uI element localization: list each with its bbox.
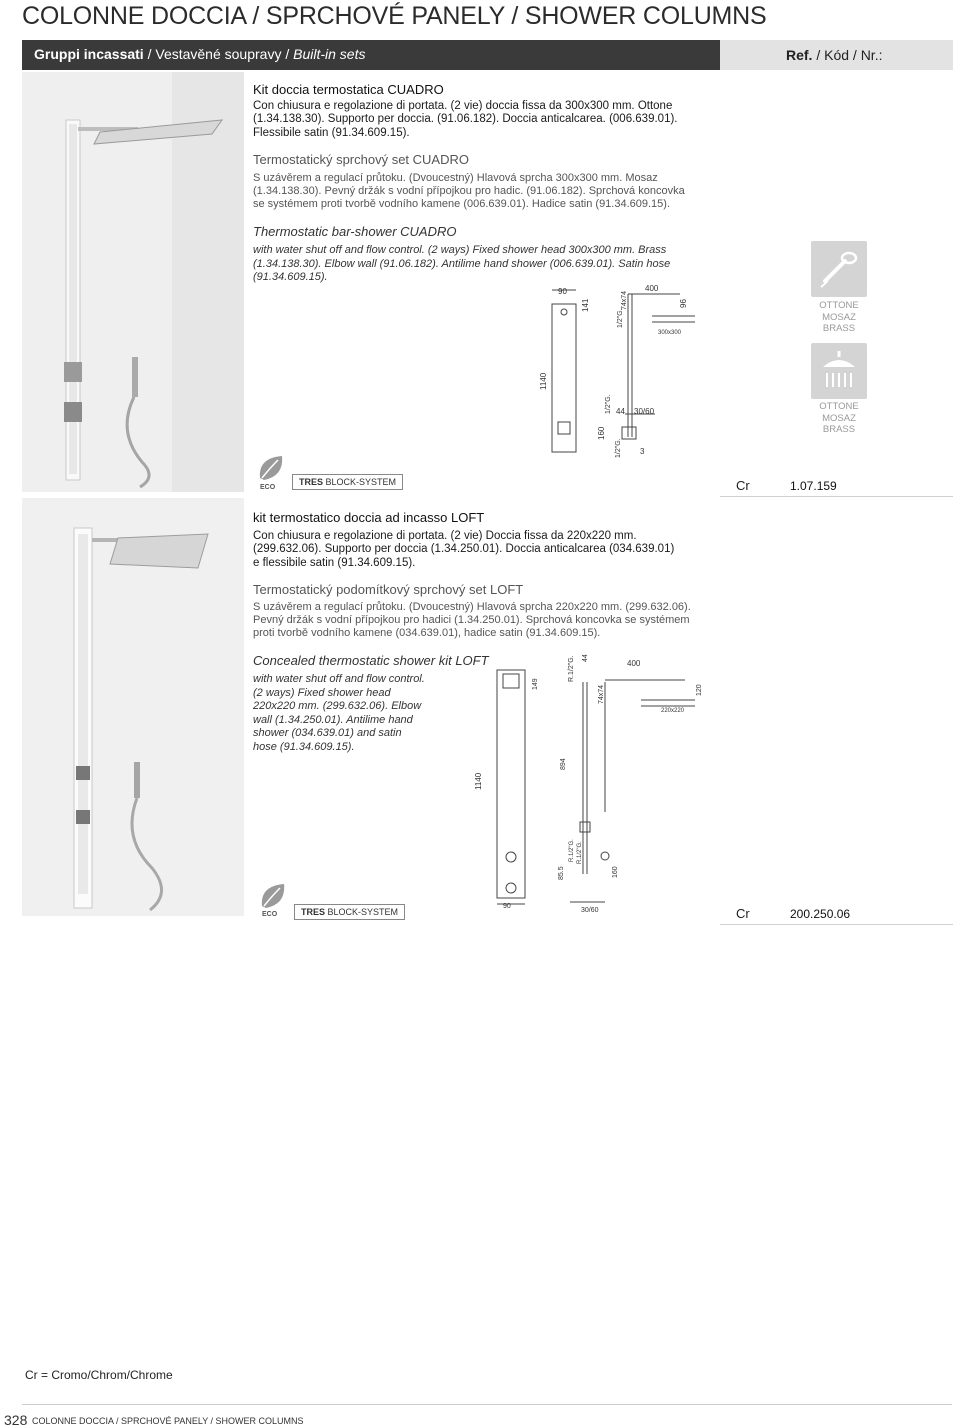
dim-2-3: 149 <box>532 678 539 690</box>
ref-label: Ref. <box>786 47 813 63</box>
page-number: 328 <box>4 1412 28 1428</box>
cuadro-column-illustration <box>22 72 244 492</box>
footer-section-title: COLONNE DOCCIA / SPRCHOVÉ PANELY / SHOWER COLUMNS <box>32 1416 304 1426</box>
dim-2-7: 1140 <box>474 772 483 790</box>
finish-code-cr-2: Cr <box>736 906 750 921</box>
product-1-desc-it: Con chiusura e regolazione di portata. (2 vie) doccia fissa da 300x300 mm. Ottone (1.34.138.30). Supporto per doccia. (91.06.182). Doccia anticalcarea. (006.639.01). Flessibile satin (91.34.609.15). <box>253 100 678 139</box>
dim-2-13: 90 <box>503 903 511 910</box>
dim-1-0: 90 <box>558 287 567 296</box>
dim-2-5: 120 <box>696 684 703 696</box>
tres-text-2: BLOCK-SYSTEM <box>325 907 399 917</box>
ref-label-rest: / Kód / Nr.: <box>812 47 883 63</box>
code-rule-1 <box>720 496 953 497</box>
finish-legend: Cr = Cromo/Chrom/Chrome <box>25 1368 173 1382</box>
category-en: Built-in sets <box>293 46 366 62</box>
tres-block-badge-1 <box>292 474 403 490</box>
finish-1-line1: OTTONE <box>819 300 859 311</box>
dim-1-11: 160 <box>597 426 606 440</box>
dim-2-1: 44 <box>582 654 589 662</box>
finish-1-line3: BRASS <box>822 323 856 334</box>
dim-1-4: 96 <box>679 299 688 308</box>
category-it: Gruppi incassati <box>34 46 144 62</box>
dim-2-9: R.1/2"G. <box>569 839 575 862</box>
loft-column-illustration <box>22 498 244 916</box>
dim-1-7: 1140 <box>539 372 548 390</box>
tres-text-1: BLOCK-SYSTEM <box>323 477 397 487</box>
loft-technical-drawing <box>455 652 710 914</box>
dim-1-13: 3 <box>640 447 645 456</box>
cuadro-technical-drawing <box>530 282 700 462</box>
dim-1-3: 74x74 <box>621 290 628 310</box>
dim-1-12: 1/2"G. <box>615 438 622 458</box>
dim-2-4: 74x74 <box>598 684 605 704</box>
finish-2-line1: OTTONE <box>819 401 859 412</box>
dim-1-1: 141 <box>581 298 590 312</box>
product-1-desc-en: with water shut off and flow control. (2 ways) Fixed shower head 300x300 mm. Brass (1.34.138.30). Elbow wall (91.06.182). Antilime hand shower (006.639.01). Satin hose (91.34.609.15). <box>253 244 671 284</box>
hand-shower-icon <box>811 241 867 297</box>
dim-2-11: 85.5 <box>558 866 565 880</box>
dim-1-8: 1/2"G. <box>605 394 612 414</box>
product-1-title-en: Thermostatic bar-shower CUADRO <box>253 224 457 239</box>
finish-swatch-1 <box>811 241 867 297</box>
finish-label-2 <box>794 401 884 436</box>
dim-1-6: 300x300 <box>658 330 682 336</box>
head-shower-icon <box>811 343 867 399</box>
footer-divider <box>22 1404 952 1405</box>
code-rule-2 <box>720 924 953 925</box>
product-2-title-it: kit termostatico doccia ad incasso LOFT <box>253 510 485 525</box>
dim-1-10: 30/60 <box>634 407 655 416</box>
dim-2-12: 160 <box>612 866 619 878</box>
dim-2-8: 894 <box>560 758 567 770</box>
product-code-1: 1.07.159 <box>790 479 837 493</box>
dim-2-14: 30/60 <box>581 907 599 914</box>
product-2-desc-it: Con chiusura e regolazione di portata. (2 vie) Doccia fissa da 220x220 mm. (299.632.06). Supporto per doccia (1.34.250.01). Doccia anticalcarea (034.639.01) e flessibile satin (91.34.609.15). <box>253 530 675 569</box>
finish-1-line2: MOSAZ <box>822 311 856 323</box>
product-2-title-en: Concealed thermostatic shower kit LOFT <box>253 653 489 668</box>
product-2-desc-en: with water shut off and flow control. (2 ways) Fixed shower head 220x220 mm. (299.632.06). Elbow wall (1.34.250.01). Antilime hand shower (034.639.01) and satin hose (91.34.609.15). <box>253 673 425 753</box>
eco-label-2: ECO <box>262 911 278 918</box>
tres-brand-2: TRES <box>301 907 326 917</box>
product-photo-cuadro <box>22 72 244 492</box>
finish-code-cr-1: Cr <box>736 478 750 493</box>
product-1-desc-cz: S uzávěrem a regulací průtoku. (Dvoucestný) Hlavová sprcha 300x300 mm. Mosaz (1.34.138.30). Pevný držák s vodní přípojkou pro hadic. (91.06.182). Sprchová koncovka se systémem proti tvorbě vodního kamene (006.639.01). Hadice satin (91.34.609.15). <box>253 172 685 210</box>
eco-label-1: ECO <box>260 484 276 491</box>
dim-2-0: R.1/2"G. <box>568 655 575 682</box>
category-cz: / Vestavěné soupravy / <box>143 46 294 62</box>
finish-label-1 <box>794 300 884 335</box>
product-code-2: 200.250.06 <box>790 907 851 921</box>
finish-2-line2: MOSAZ <box>822 412 856 424</box>
dim-2-2: 400 <box>627 659 641 668</box>
dim-2-6: 220x220 <box>661 708 685 714</box>
ref-header <box>720 40 953 70</box>
page-title: COLONNE DOCCIA / SPRCHOVÉ PANELY / SHOWER COLUMNS <box>22 2 767 30</box>
product-1-title-it: Kit doccia termostatica CUADRO <box>253 82 444 97</box>
dim-1-2: 400 <box>645 284 659 293</box>
dim-2-10: R.1/2"G. <box>577 841 583 864</box>
tres-brand-1: TRES <box>299 477 324 487</box>
dim-1-5: 1/2"G. <box>617 308 624 328</box>
product-photo-loft <box>22 498 244 916</box>
product-2-desc-cz: S uzávěrem a regulací průtoku. (Dvoucestný) Hlavová sprcha 220x220 mm. (299.632.06). Pevný držák s vodní přípojkou pro hadici (1.34.250.01). Sprchová koncovka se systémem proti tvorbě vodního kamene (034.639.01), hadice satin (91.34.609.15). <box>253 601 691 639</box>
tres-block-badge-2 <box>294 904 405 920</box>
product-2-title-cz: Termostatický podomítkový sprchový set LOFT <box>253 582 524 597</box>
product-1-title-cz: Termostatický sprchový set CUADRO <box>253 152 469 167</box>
dim-1-9: 44 <box>616 407 625 416</box>
finish-2-line3: BRASS <box>822 424 856 435</box>
finish-swatch-2 <box>811 343 867 399</box>
category-header <box>22 40 720 70</box>
